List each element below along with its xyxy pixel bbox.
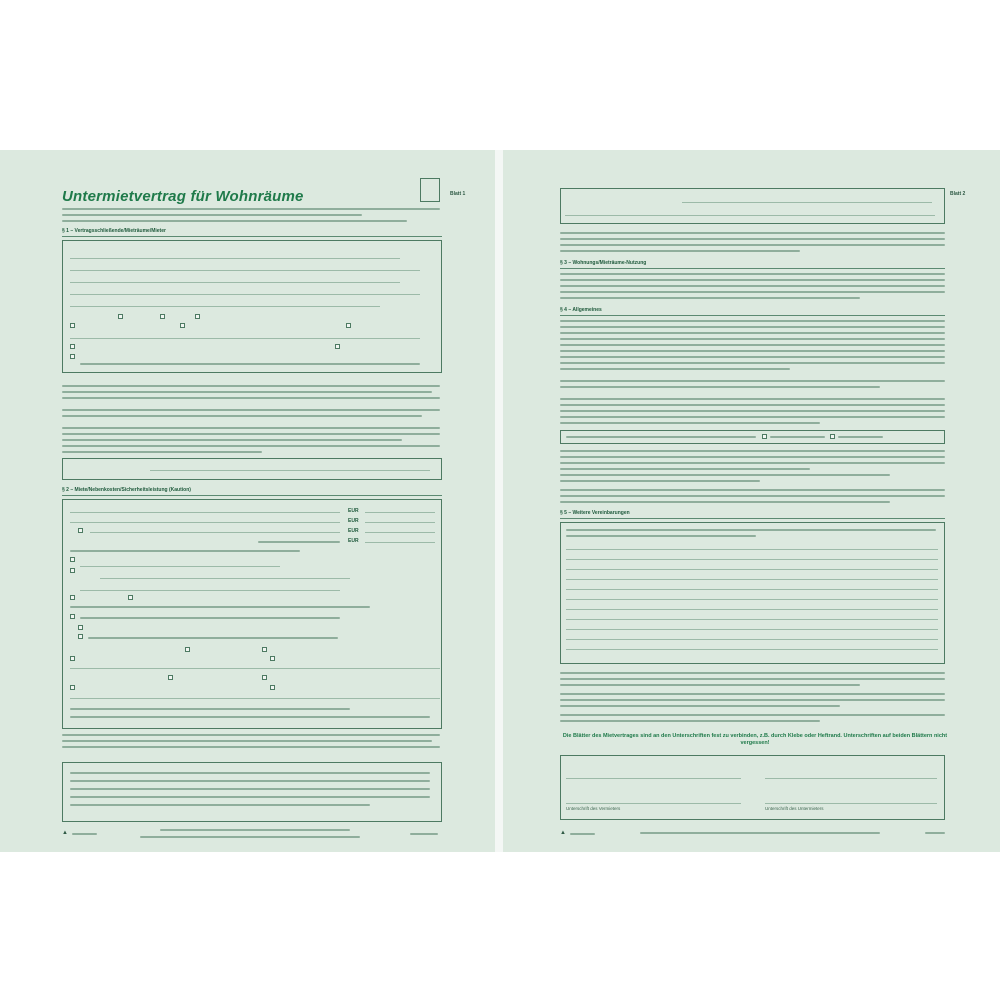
checkbox-heating-3[interactable] xyxy=(78,634,83,639)
amount-label-2: EUR xyxy=(348,518,359,524)
checkbox-water-2[interactable] xyxy=(262,675,267,680)
landlord-signature-label: Unterschrift des Vermieters xyxy=(566,806,621,811)
checkbox-furnished[interactable] xyxy=(70,344,75,349)
amount-label-4: EUR xyxy=(348,538,359,544)
checkbox-water-3[interactable] xyxy=(70,685,75,690)
checkbox-rooms-1[interactable] xyxy=(118,314,123,319)
amount-label-1: EUR xyxy=(348,508,359,514)
tenant-signature-label: Unterschrift des Untermieters xyxy=(765,806,824,811)
section-2-heading: § 2 – Miete/Nebenkosten/Sicherheitsleistung (Kaution) xyxy=(62,487,191,493)
rent-costs-box xyxy=(62,499,442,729)
page-gutter xyxy=(495,150,503,852)
checkbox-electricity-2[interactable] xyxy=(262,647,267,652)
section-4-heading: § 4 – Allgemeines xyxy=(560,307,602,313)
publisher-logo-right: ▲ xyxy=(560,830,566,836)
publisher-logo-left: ▲ xyxy=(62,830,68,836)
key-handover-box xyxy=(62,762,442,822)
document-title: Untermietvertrag für Wohnräume xyxy=(62,188,304,205)
checkbox-electricity-3[interactable] xyxy=(70,656,75,661)
checkbox-water-1[interactable] xyxy=(168,675,173,680)
checkbox-payment-landlord[interactable] xyxy=(70,595,75,600)
checkbox-electricity-1[interactable] xyxy=(185,647,190,652)
checkbox-water-4[interactable] xyxy=(270,685,275,690)
checkbox-advance-payment[interactable] xyxy=(78,528,83,533)
tenant-party-box xyxy=(560,188,945,224)
checkbox-heating-1[interactable] xyxy=(70,614,75,619)
further-agreements-box xyxy=(560,522,945,664)
checkbox-rent-due-1[interactable] xyxy=(70,557,75,562)
checkbox-other-use[interactable] xyxy=(346,323,351,328)
checkbox-repairs-landlord[interactable] xyxy=(830,434,835,439)
binding-notice: Die Blätter des Mietvertrages sind an den Unterschriften fest zu verbinden, z.B. durch Klebe oder Heftrand. Unterschriften auf beiden Blättern nicht vergessen! xyxy=(562,733,948,746)
main-tenant-box xyxy=(62,458,442,480)
checkbox-rent-due-2[interactable] xyxy=(70,568,75,573)
checkbox-kitchen-use[interactable] xyxy=(70,323,75,328)
section-3-heading: § 3 – Wohnungs/Mieträume-Nutzung xyxy=(560,260,647,266)
revenue-stamp-box xyxy=(420,178,440,202)
amount-label-3: EUR xyxy=(348,528,359,534)
checkbox-rooms-3[interactable] xyxy=(195,314,200,319)
section-5-heading: § 5 – Weitere Vereinbarungen xyxy=(560,510,630,516)
checkbox-rooms-2[interactable] xyxy=(160,314,165,319)
checkbox-electricity-4[interactable] xyxy=(270,656,275,661)
section-1-heading: § 1 – Vertragsschließende/Mieträume/Mieter xyxy=(62,228,166,234)
checkbox-inventory[interactable] xyxy=(70,354,75,359)
checkbox-unfurnished[interactable] xyxy=(335,344,340,349)
checkbox-repairs-tenant[interactable] xyxy=(762,434,767,439)
checkbox-bath-use[interactable] xyxy=(180,323,185,328)
sheet-1-label: Blatt 1 xyxy=(450,191,466,197)
checkbox-payment-bank[interactable] xyxy=(128,595,133,600)
sheet-2-label: Blatt 2 xyxy=(950,191,966,197)
checkbox-heating-2[interactable] xyxy=(78,625,83,630)
